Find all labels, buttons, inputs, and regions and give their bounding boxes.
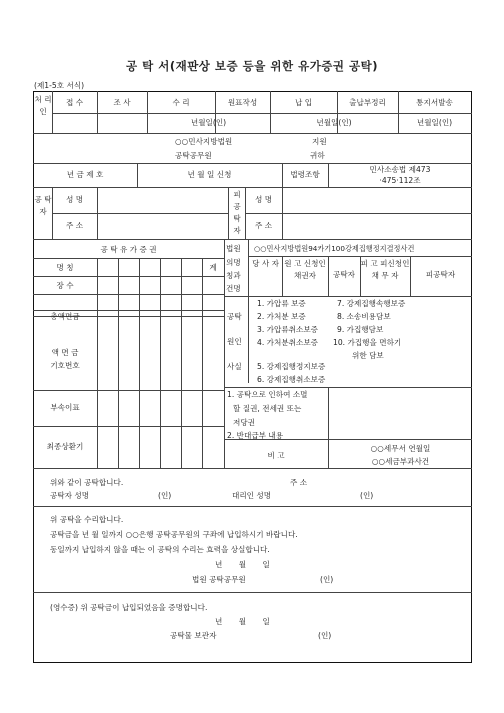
case-label-2: 의명 <box>226 258 241 267</box>
acceptance-line-2: 공탁금을 년 월 일까지 ○○은행 공탁공무원의 구좌에 납입하시기 바랍니다. <box>50 530 298 539</box>
cause-item-10-cont: 위한 담보 <box>352 351 384 360</box>
cause-item-5: 5. 강제집행정지보증 <box>257 362 326 371</box>
remark-label: 비 고 <box>267 451 285 460</box>
col-ledger: 원표작성 <box>227 98 258 107</box>
receipt-date: 년 월 일 <box>215 617 270 626</box>
remark-note-2: ○○세금부과사건 <box>371 457 430 466</box>
cause-label-3: 사실 <box>227 362 242 371</box>
party-header-4: 피 고 피신청인 채 무 자 <box>360 259 410 280</box>
statement-seal-2: (인) <box>360 491 374 500</box>
acceptance-seal: (인) <box>320 575 334 584</box>
statement-address: 주 소 <box>290 478 308 487</box>
extra-item1-a: 1. 공탁으로 인하여 소멸 <box>227 390 308 399</box>
request-date: 년 월 일 신청 <box>187 170 232 179</box>
securities-header: 공 탁 유 가 증 권 <box>100 245 157 254</box>
extra-item1-b: 할 질권, 전세권 또는 <box>233 404 302 413</box>
frame-right <box>471 91 472 663</box>
form-number: (제1-5호 서식) <box>34 81 85 90</box>
securities-name-label: 명 칭 <box>56 263 74 272</box>
receipt-keeper: 공탁물 보관자 <box>170 631 217 640</box>
cause-label-2: 원인 <box>227 337 242 346</box>
party-header-5: 피공탁자 <box>425 270 456 279</box>
case-label-3: 칭과 <box>226 271 241 280</box>
extra-item1-c: 저당권 <box>233 418 256 427</box>
court-name: ○○민사지방법원 <box>175 137 233 146</box>
statement-line: 위와 같이 공탁합니다. <box>50 478 124 487</box>
col-notice: 통지서발송 <box>416 98 453 107</box>
party-header-1: 당 사 자 <box>252 259 279 268</box>
cause-label-1: 공탁 <box>227 312 242 321</box>
law-label: 법령조항 <box>290 170 320 179</box>
acceptance-line-1: 위 공탁을 수리합니다. <box>50 515 124 524</box>
cause-item-1: 1. 가압류 보증 <box>257 299 306 308</box>
statement-depositor: 공탁자 성명 <box>50 491 90 500</box>
col-payment: 납 입 <box>294 98 313 107</box>
date-stamp-1: 년월일(인) <box>190 118 227 127</box>
securities-coupon-label: 부속이표 <box>50 403 80 412</box>
party-header-2: 원 고 신청인 채권자 <box>284 259 326 280</box>
securities-face-value-label: 액 면 금 <box>51 348 79 357</box>
cause-item-3: 3. 가압류취소보증 <box>257 325 319 334</box>
depositor-name-label: 성 명 <box>65 195 84 204</box>
securities-count-label: 장 수 <box>56 281 74 290</box>
col-account: 출납부정리 <box>349 98 386 107</box>
extra-item2: 2. 반대급부 내용 <box>227 431 284 440</box>
col-receipt: 접 수 <box>65 98 84 107</box>
case-text: ○○민사지방법원94카기100강제집행정지결정사건 <box>254 244 415 253</box>
securities-serial-label: 기호번호 <box>50 361 80 370</box>
frame-bottom <box>33 662 472 663</box>
court-officer: 공탁공무원 <box>175 151 212 160</box>
acceptance-date: 년 월 일 <box>215 560 270 569</box>
cause-item-6: 6. 강제집행취소보증 <box>257 375 326 384</box>
cause-item-10: 10. 가집행을 면하기 <box>333 338 402 347</box>
cause-item-8: 8. 소송비용담보 <box>337 312 391 321</box>
statement-seal-1: (인) <box>158 491 172 500</box>
statement-agent: 대리인 성명 <box>232 491 272 500</box>
col-investigation: 조 사 <box>113 98 131 107</box>
date-stamp-2: 년월일(인) <box>316 118 352 127</box>
securities-total-label: 계 <box>209 263 217 272</box>
col-acceptance: 수 리 <box>172 98 190 107</box>
processor-side-label: 처 리 인 <box>34 95 52 116</box>
depositee-address-label: 주 소 <box>254 221 273 230</box>
cause-item-2: 2. 가처분 보증 <box>257 312 306 321</box>
cause-item-9: 9. 가집행담보 <box>337 325 384 334</box>
case-label-1: 법원 <box>226 244 241 253</box>
securities-face-total-label: 총액면금 <box>50 312 80 321</box>
law-value-2: ·475·112조 <box>379 176 421 185</box>
court-branch: 지원 <box>312 137 327 146</box>
securities-maturity-label: 최종상환기 <box>46 442 84 451</box>
law-value-1: 민사소송법 제473 <box>369 165 431 174</box>
receipt-line: (영수증) 위 공탁금이 납입되었음을 증명합니다. <box>50 603 208 612</box>
acceptance-line-3: 동일까지 납입하지 않을 때는 이 공탁의 수리는 효력을 상실합니다. <box>50 545 270 554</box>
cause-item-7: 7. 강제집행속행보증 <box>337 299 406 308</box>
court-to: 귀하 <box>310 151 325 160</box>
depositee-side-label: 피 공 탁 자 <box>233 190 241 235</box>
acceptance-officer: 법원 공탁공무원 <box>192 575 246 584</box>
frame-top <box>33 91 472 92</box>
case-label-4: 건명 <box>226 284 241 293</box>
document-title: 공 탁 서(재판상 보증 등을 위한 유가증권 공탁) <box>126 59 378 73</box>
receipt-seal: (인) <box>318 631 332 640</box>
remark-note-1: ○○세무서 연월일 <box>370 444 431 453</box>
depositor-side-label: 공 탁 자 <box>34 195 52 216</box>
cause-item-4: 4. 가처분취소보증 <box>257 338 319 347</box>
year-number: 년 금 제 호 <box>66 170 104 179</box>
date-stamp-3: 년월일(인) <box>416 118 453 127</box>
party-header-3: 공탁자 <box>332 270 355 279</box>
depositor-address-label: 주 소 <box>65 221 84 230</box>
depositee-name-label: 성 명 <box>254 195 273 204</box>
